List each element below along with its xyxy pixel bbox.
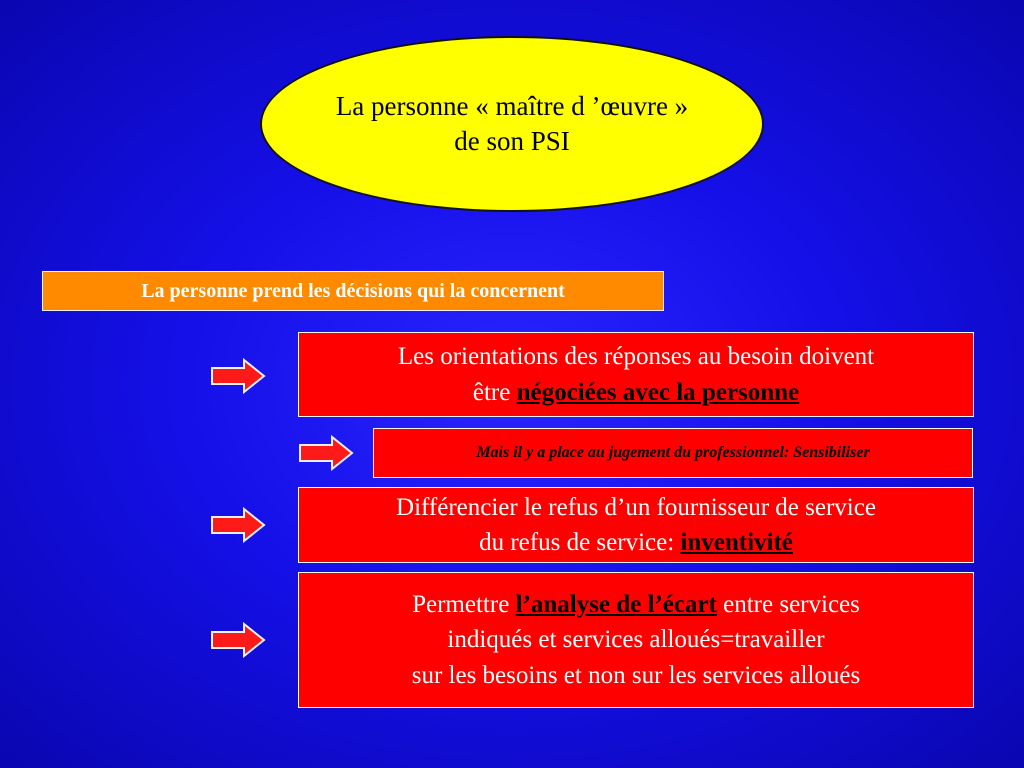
gap-analysis-line-1-prefix: Permettre [412,590,516,618]
gap-analysis-line-3: sur les besoins et non sur les services alloués [411,661,861,689]
differentiate-emphasis: inventivité [680,529,793,556]
gap-analysis-line-1-suffix: entre services [716,590,860,618]
differentiate-line-2-prefix: du refus de service: [479,529,681,556]
differentiate-line-1: Différencier le refus d’un fournisseur de service [396,493,876,521]
title-ellipse [260,36,764,212]
differentiate-line-2 [479,525,793,561]
right-arrow-icon [210,621,266,659]
right-arrow-icon [210,506,266,544]
negotiation-line-1: Les orientations des réponses au besoin doivent [397,343,875,370]
title-line-1: La personne « maître d ’œuvre » [335,90,689,121]
right-arrow-icon [298,434,354,472]
decision-banner [42,271,664,311]
differentiate-refusal-box [298,487,974,563]
professional-judgement-box [373,428,973,478]
right-arrow-icon [210,357,266,395]
gap-analysis-box [298,572,974,708]
professional-judgement-text: Mais il y a place au jugement du professionnel: Sensibiliser [476,444,870,461]
negotiation-box [298,332,974,417]
gap-analysis-line-1 [412,587,860,623]
negotiation-line-2 [473,375,799,411]
negotiation-emphasis: négociées avec la personne [516,378,800,406]
decision-text: La personne prend les décisions qui la concernent [141,279,565,302]
gap-analysis-emphasis: l’analyse de l’écart [515,590,717,618]
negotiation-line-2-prefix: être [472,378,517,406]
gap-analysis-line-2: indiqués et services alloués=travailler [447,626,825,654]
title-line-2: de son PSI [454,126,570,156]
